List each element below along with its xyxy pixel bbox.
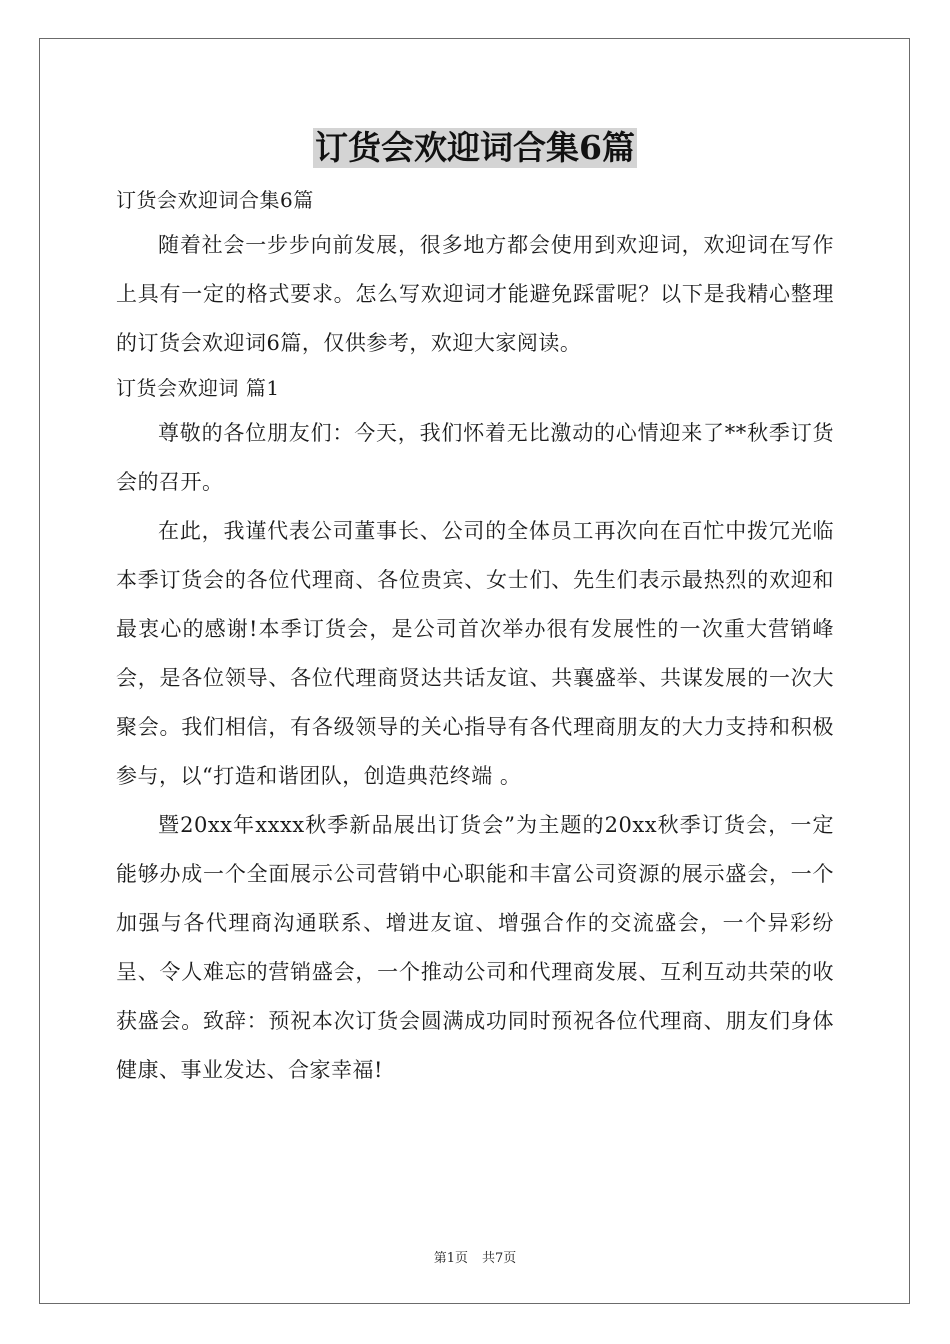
document-title-text: 订货会欢迎词合集6篇 — [315, 128, 635, 167]
page-number-current: 第1页 — [433, 1251, 468, 1266]
subtitle-heading: 订货会欢迎词合集6篇 — [116, 188, 314, 212]
intro-paragraph: 随着社会一步步向前发展，很多地方都会使用到欢迎词，欢迎词在写作上具有一定的格式要求。怎么写欢迎词才能避免踩雷呢？以下是我精心整理的订货会欢迎词6篇，仅供参考，欢迎大家阅读。 — [116, 233, 834, 355]
body-paragraph: 尊敬的各位朋友们：今天，我们怀着无比激动的心情迎来了**秋季订货会的召开。 — [116, 421, 834, 494]
body-paragraph: 在此，我谨代表公司董事长、公司的全体员工再次向在百忙中拨冗光临本季订货会的各位代理商、各位贵宾、女士们、先生们表示最热烈的欢迎和最衷心的感谢!本季订货会，是公司首次举办很有发展性的一次重大营销峰会，是各位领导、各位代理商贤达共话友谊、共襄盛举、共谋发展的一次大聚会。我们相信，有各级领导的关心指导有各代理商朋友的大力支持和积极参与，以“打造和谐团队，创造典范终端 。 — [116, 519, 834, 788]
document-title — [0, 128, 950, 168]
body-paragraph: 暨20xx年xxxx秋季新品展出订货会”为主题的20xx秋季订货会，一定能够办成一个全面展示公司营销中心职能和丰富公司资源的展示盛会，一个加强与各代理商沟通联系、增进友谊、增强合作的交流盛会，一个异彩纷呈、令人难忘的营销盛会，一个推动公司和代理商发展、互利互动共荣的收获盛会。致辞：预祝本次订货会圆满成功同时预祝各位代理商、朋友们身体健康、事业发达、合家幸福! — [116, 813, 834, 1082]
section-heading-1: 订货会欢迎词 篇1 — [116, 376, 280, 400]
document-body — [116, 180, 834, 1095]
page-number-total: 共7页 — [482, 1251, 517, 1266]
page-footer — [0, 1247, 950, 1266]
